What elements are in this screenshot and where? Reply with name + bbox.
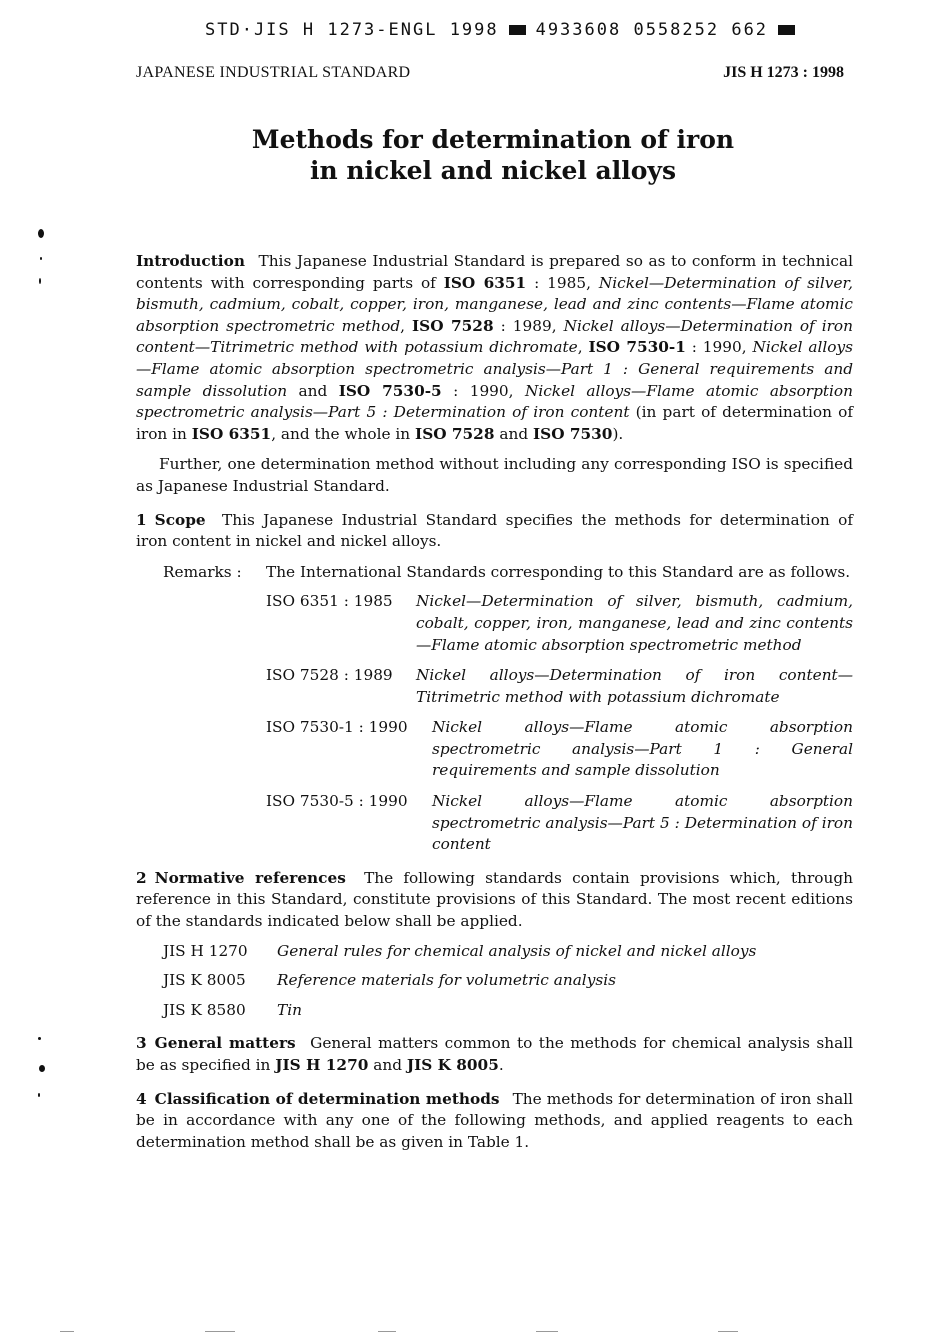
intro-paragraph: Introduction This Japanese Industrial Standard is prepared so as to conform in technical contents with corresponding parts of ISO 6351 : 1985, Nickel—Determination of silver, bismuth, cadmium, cobalt, copper, iron, manganese, lead and zinc contents—Flame atomic absorption spectrometric method, ISO 7528 : 1989, Nickel alloys—Determination of iron content—Titrimetric method with potassium dichromate, ISO 7530-1 : 1990, Nickel alloys—Flame atomic absorption spectrometric analysis—Part 1 : General requirements and sample dissolution and ISO 7530-5 : 1990, Nickel alloys—Flame atomic absorption spectrometric analysis—Part 5 : Determination of iron content (in part of determination of iron in ISO 6351, and the whole in ISO 7528 and ISO 7530). — [136, 252, 853, 443]
margin-mark — [38, 1093, 40, 1097]
section-classification: 4 Classification of determination methods The methods for determination of iron shall be in accordance with any one of the following methods, and applied reagents to each determination method shall be as given in Table 1. — [136, 1089, 853, 1151]
iso-item: ISO 7530-1 : 1990 Nickel alloys—Flame atomic absorption spectrometric analysis—Part 1 : General requirements and sample dissolution — [266, 718, 853, 780]
reference-item: JIS K 8580 Tin — [163, 1000, 302, 1019]
scan-artifact — [60, 1331, 74, 1332]
iso-item: ISO 7528 : 1989 Nickel alloys—Determination of iron content—Titrimetric method with potassium dichromate — [266, 666, 853, 706]
iso-item: ISO 7530-5 : 1990 Nickel alloys—Flame atomic absorption spectrometric analysis—Part 5 : Determination of iron content — [266, 792, 853, 854]
scan-artifact — [718, 1331, 738, 1332]
reference-list — [163, 941, 853, 1022]
header-standard-number: JIS H 1273 : 1998 — [723, 64, 844, 81]
remarks-label: Remarks : — [163, 562, 242, 581]
stamp-number: 4933608 0558252 662 — [535, 20, 769, 40]
scan-artifact — [378, 1331, 396, 1332]
iso-item: ISO 6351 : 1985 Nickel—Determination of silver, bismuth, cadmium, cobalt, copper, iron, manganese, lead and zinc contents—Flame atomic absorption spectrometric method — [266, 592, 853, 654]
margin-mark — [39, 1065, 45, 1072]
section-normative-references: 2 Normative references The following standards contain provisions which, through reference in this Standard, constitute provisions of this Standard. The most recent editions of the standards indicated below shall be applied. — [136, 868, 854, 931]
reference-item: JIS K 8005 Reference materials for volumetric analysis — [163, 971, 616, 990]
stamp-block-icon — [778, 25, 795, 35]
margin-mark — [38, 1037, 41, 1040]
title-line-2: in nickel and nickel alloys — [309, 156, 677, 185]
scope-remarks — [163, 562, 853, 584]
reference-item: JIS H 1270 General rules for chemical analysis of nickel and nickel alloys — [163, 941, 757, 960]
margin-mark — [40, 257, 42, 260]
header-standard-name: JAPANESE INDUSTRIAL STANDARD — [136, 64, 411, 81]
document-stamp — [205, 20, 805, 40]
document-body — [136, 251, 853, 1153]
section-scope: 1 Scope This Japanese Industrial Standard specifies the methods for determination of iron content in nickel and nickel alloys. — [136, 510, 853, 551]
remarks-text: The International Standards corresponding to this Standard are as follows. — [266, 562, 851, 581]
margin-mark — [39, 278, 41, 284]
stamp-code: STD·JIS H 1273-ENGL 1998 — [205, 20, 499, 40]
stamp-block-icon — [509, 25, 526, 35]
scan-artifact — [205, 1331, 235, 1332]
scan-artifact — [536, 1331, 558, 1332]
intro-paragraph-2: Further, one determination method without including any corresponding ISO is specified as Japanese Industrial Standard. — [136, 455, 853, 495]
iso-list — [266, 591, 853, 856]
section-general-matters: 3 General matters General matters common to the methods for chemical analysis shall be as specified in JIS H 1270 and JIS K 8005. — [136, 1034, 854, 1074]
title-line-1: Methods for determination of iron — [251, 125, 735, 154]
document-title — [0, 124, 950, 186]
margin-mark — [38, 229, 44, 238]
